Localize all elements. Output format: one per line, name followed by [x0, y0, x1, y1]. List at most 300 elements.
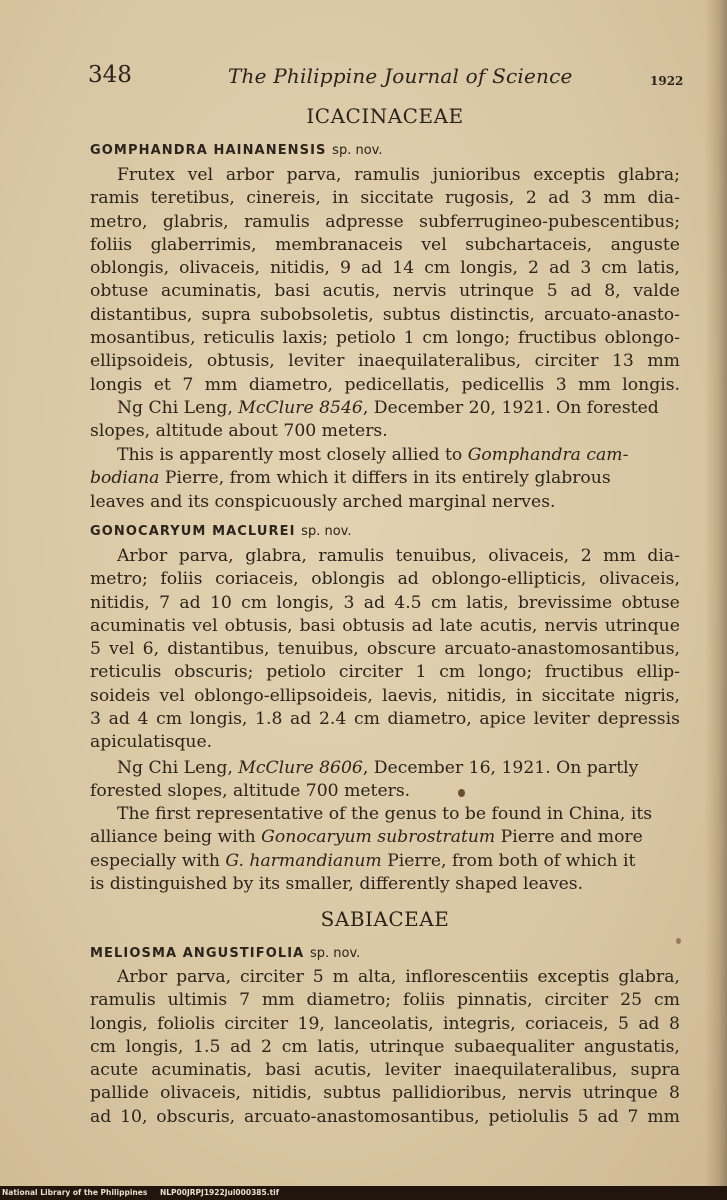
word: tenuibus,: [395, 546, 477, 566]
word: subtus: [382, 304, 441, 325]
word: in: [515, 685, 533, 706]
word: basi: [299, 615, 336, 636]
word: cm: [430, 592, 457, 613]
word: mm: [204, 374, 238, 395]
word: parva,: [286, 165, 342, 185]
word: obtusis: [342, 615, 405, 636]
word: latis,: [317, 1036, 360, 1057]
text-line: [90, 661, 680, 684]
word: arbor: [225, 165, 274, 185]
word: diametro,: [248, 374, 334, 395]
word: olivaceis,: [488, 546, 570, 566]
word: laevis,: [382, 685, 438, 706]
word: reticulis: [90, 662, 162, 683]
word: ramulis: [244, 211, 310, 232]
text-line: [90, 304, 680, 327]
word: basi: [265, 1060, 301, 1081]
word: fructibus: [518, 328, 597, 349]
species-name: MELIOSMA ANGUSTIFOLIA: [90, 946, 305, 961]
species-suffix: sp. nov.: [301, 524, 352, 539]
word: 8: [668, 1083, 680, 1104]
text-line: [90, 280, 680, 303]
text-line: is distinguished by its smaller, differently shaped leaves.: [90, 873, 584, 894]
word: petiolo: [335, 328, 396, 349]
footer-file: NLP00JRPJ1922Jul000385.tif: [160, 1188, 279, 1197]
word: cm: [241, 592, 268, 613]
word: depressis: [597, 709, 680, 730]
word: 2: [580, 546, 592, 566]
word: 3: [90, 709, 101, 730]
species-name: GONOCARYUM MACLUREI: [90, 524, 296, 539]
word: petiolulis: [488, 1106, 569, 1127]
word: cm: [422, 328, 449, 349]
word: ad: [548, 188, 570, 209]
word: ad: [638, 1013, 660, 1034]
word: nervis: [392, 281, 447, 302]
word: metro,: [90, 211, 148, 232]
word: exceptis: [533, 165, 606, 185]
word: pallide: [90, 1083, 149, 1104]
word: vel: [159, 685, 185, 706]
paragraph-meliosma-description: [90, 966, 680, 1129]
word: alta,: [357, 967, 397, 987]
text-line: leaves and its conspicuously arched marginal nerves.: [90, 491, 556, 512]
word: foliis: [90, 234, 133, 255]
word: metro;: [90, 569, 148, 590]
word: ad: [90, 1106, 112, 1127]
word: late: [439, 615, 473, 636]
word: glabra,: [245, 546, 307, 566]
word: 5: [312, 967, 324, 987]
word: circiter: [240, 967, 304, 987]
text-line: apiculatisque.: [90, 732, 213, 753]
word: cm: [653, 990, 680, 1011]
word: ad: [179, 592, 201, 613]
word: tenuibus,: [277, 639, 359, 660]
word: 10,: [120, 1106, 148, 1127]
word: mm: [578, 374, 611, 395]
word: in: [332, 188, 349, 209]
text-line: [90, 966, 680, 989]
journal-title: The Philippine Journal of Science: [228, 64, 573, 88]
word: anguste: [610, 234, 680, 255]
word: circiter: [544, 990, 609, 1011]
word: pedicellis: [461, 374, 545, 395]
word: mm: [603, 546, 636, 566]
word: ellip-: [636, 662, 680, 683]
word: 5: [577, 1106, 589, 1127]
word: cm: [353, 709, 380, 730]
word: nigris,: [624, 685, 680, 706]
word: 7: [159, 592, 171, 613]
section-heading-sabiaceae: SABIACEAE: [320, 907, 450, 931]
word: subobsoletis,: [259, 304, 374, 325]
word: longis: [90, 374, 143, 395]
taxon-name: G. harmandianum: [225, 850, 382, 871]
word: 2.4: [318, 709, 347, 730]
word: utrinque: [582, 1083, 658, 1104]
word: 1.8: [255, 709, 283, 730]
word: nitidis,: [270, 258, 330, 279]
word: integris,: [443, 1013, 516, 1034]
word: adpresse: [325, 211, 404, 232]
text-line: [90, 467, 680, 490]
word: mosantibus,: [90, 328, 196, 349]
word: subferrugineo-pubescentibus;: [419, 211, 680, 232]
word: cm: [90, 1036, 116, 1057]
text-line: [90, 257, 680, 280]
word: oblongo-ellipticis,: [431, 569, 587, 590]
word: glabra,: [618, 967, 680, 987]
text-line: [90, 638, 680, 661]
word: 3: [580, 188, 592, 209]
collector-number: McClure 8606: [238, 758, 363, 778]
word: longis,: [460, 258, 518, 279]
word: angustatis,: [583, 1036, 680, 1057]
word: obtuse: [90, 281, 149, 302]
word: Arbor: [117, 967, 168, 987]
word: ad: [363, 592, 385, 613]
word: utrinque: [604, 615, 680, 636]
text-line: [90, 685, 680, 708]
text-line: [90, 211, 680, 234]
word: ad: [411, 615, 433, 636]
journal-year: 1922: [650, 74, 684, 88]
word: olivaceis,: [160, 1083, 242, 1104]
taxon-name: bodiana: [90, 468, 160, 489]
word: coriaceis,: [215, 569, 299, 590]
word: oblongis,: [90, 258, 170, 279]
word: 2: [261, 1036, 272, 1057]
word: subchartaceis,: [465, 234, 593, 255]
word: soideis: [90, 685, 151, 706]
scan-footer: [0, 1186, 727, 1200]
text-line: [90, 374, 680, 397]
word: nitidis,: [446, 685, 507, 706]
word: vel: [192, 615, 218, 636]
ink-spot: [458, 789, 465, 797]
text-line: [90, 1106, 680, 1129]
word: circiter: [338, 662, 403, 683]
word: ad: [597, 1106, 619, 1127]
text-run: alliance being with Gonocaryum subrostratum Pierre and more: [90, 827, 643, 848]
species-heading-meliosma: [90, 946, 360, 961]
taxon-name: Gomphandra cam-: [467, 445, 629, 465]
text-line: [90, 1036, 680, 1059]
word: 8,: [604, 281, 621, 302]
word: subtus: [323, 1083, 381, 1104]
word: 1: [403, 328, 415, 349]
word: ad: [570, 281, 592, 302]
word: ramulis: [318, 546, 385, 566]
word: 14: [392, 258, 415, 279]
word: siccitate: [360, 188, 434, 209]
word: nervis: [544, 615, 598, 636]
paragraph-gonocaryum-note: [90, 803, 680, 896]
word: foliis: [402, 990, 445, 1011]
word: oblongis: [311, 569, 385, 590]
word: nitidis,: [252, 1083, 313, 1104]
word: pedicellatis,: [344, 374, 450, 395]
word: ad: [360, 258, 383, 279]
word: foliis: [160, 569, 203, 590]
word: cm: [156, 709, 183, 730]
word: 10: [209, 592, 232, 613]
word: cm: [424, 258, 451, 279]
word: inaequilateralibus,: [454, 1060, 618, 1081]
word: 1.5: [193, 1036, 221, 1057]
word: distinctis,: [449, 304, 535, 325]
word: glabris,: [162, 211, 229, 232]
word: dia-: [647, 546, 680, 566]
word: 1: [415, 662, 427, 683]
word: ad: [290, 709, 312, 730]
word: olivaceis,: [179, 258, 261, 279]
word: teretibus,: [150, 188, 235, 209]
text-line: [90, 545, 680, 568]
word: 3: [343, 592, 355, 613]
paragraph-gomphandra-description: [90, 164, 680, 397]
word: 2: [528, 258, 539, 279]
word: pallidioribus,: [392, 1083, 507, 1104]
text-run: This is apparently most closely allied to Gomphandra cam-: [117, 445, 629, 465]
text-line: [90, 989, 680, 1012]
species-heading-gomphandra: [90, 143, 382, 158]
word: leviter: [384, 1060, 441, 1081]
species-suffix: sp. nov.: [309, 946, 361, 961]
word: oblongo-ellipsoideis,: [194, 685, 373, 706]
word: utrinque: [369, 1036, 445, 1057]
word: brevissime: [517, 592, 613, 613]
text-line: [90, 757, 680, 780]
word: et: [153, 374, 171, 395]
word: distantibus,: [90, 304, 193, 325]
page-header: [0, 62, 727, 96]
word: 7: [627, 1106, 639, 1127]
word: vel: [421, 234, 447, 255]
word: obtusis,: [206, 351, 275, 372]
word: mm: [647, 351, 680, 372]
word: 5: [617, 1013, 629, 1034]
text-line: [90, 592, 680, 615]
word: longo;: [456, 328, 511, 349]
word: valde: [633, 281, 680, 302]
word: vel: [187, 165, 214, 185]
word: 4: [137, 709, 149, 730]
text-run: especially with G. harmandianum Pierre, from both of which it: [90, 850, 636, 871]
word: diametro;: [306, 990, 392, 1011]
text-line: forested slopes, altitude 700 meters.: [90, 781, 411, 802]
text-line: [90, 1059, 680, 1082]
word: acutis,: [313, 1060, 372, 1081]
word: ad: [397, 569, 419, 590]
word: mm: [603, 188, 636, 209]
text-line: [90, 826, 680, 849]
section-heading-icacinaceae: ICACINACEAE: [306, 104, 464, 128]
word: glabra;: [617, 165, 680, 185]
paragraph-gonocaryum-description: [90, 545, 680, 755]
word: cinereis,: [246, 188, 321, 209]
word: oblongo-: [604, 328, 680, 349]
word: vel: [109, 639, 135, 660]
word: coriaceis,: [525, 1013, 609, 1034]
word: 3: [580, 258, 592, 279]
paragraph-gonocaryum-specimen: [90, 757, 680, 804]
species-heading-gonocaryum: [90, 524, 351, 539]
species-suffix: sp. nov.: [332, 143, 383, 158]
word: circiter: [224, 1013, 289, 1034]
word: 4.5: [394, 592, 422, 613]
word: fructibus: [545, 662, 624, 683]
word: basi: [274, 281, 310, 302]
word: olivaceis,: [599, 569, 680, 590]
word: 3: [555, 374, 567, 395]
word: longis,: [125, 1036, 184, 1057]
word: cm: [601, 258, 628, 279]
word: arcuato-anastomosantibus,: [244, 1106, 480, 1127]
word: leviter: [288, 351, 345, 372]
text-line: [90, 444, 680, 467]
word: obscuris,: [156, 1106, 236, 1127]
word: leviter: [533, 709, 590, 730]
word: dia-: [647, 188, 680, 209]
collector-number: McClure 8546: [238, 398, 363, 418]
word: obtusis,: [224, 615, 293, 636]
word: obscure: [366, 639, 437, 660]
word: acutis,: [322, 281, 381, 302]
word: 6,: [142, 639, 160, 660]
word: ultimis: [167, 990, 228, 1011]
text-line: The first representative of the genus to be found in China, its: [117, 804, 653, 824]
word: acuminatis: [90, 615, 186, 636]
word: 8: [668, 1013, 680, 1034]
word: laxis;: [282, 328, 329, 349]
word: inaequilateralibus,: [357, 351, 522, 372]
word: cm: [439, 662, 466, 683]
word: supra: [630, 1060, 680, 1081]
word: ramulis: [90, 990, 156, 1011]
word: mm: [262, 990, 295, 1011]
word: pinnatis,: [456, 990, 533, 1011]
word: ad: [549, 258, 571, 279]
text-line: slopes, altitude about 700 meters.: [90, 421, 388, 442]
text-line: [90, 850, 680, 873]
text-line: [90, 164, 680, 187]
word: ellipsoideis,: [90, 351, 194, 372]
word: membranaceis: [275, 234, 403, 255]
word: parva,: [176, 967, 232, 987]
word: 9: [339, 258, 351, 279]
word: acuminatis,: [160, 281, 262, 302]
word: latis,: [466, 592, 509, 613]
word: longis,: [90, 1013, 148, 1034]
word: ramulis: [354, 165, 420, 185]
word: longo;: [478, 662, 533, 683]
word: m: [332, 967, 349, 987]
text-line: [90, 234, 680, 257]
word: longis,: [276, 592, 335, 613]
word: apice: [479, 709, 526, 730]
text-line: [90, 327, 680, 350]
word: acuminatis,: [151, 1060, 252, 1081]
page-number: 348: [88, 62, 132, 88]
footer-library: National Library of the Philippines: [2, 1188, 148, 1197]
word: utrinque: [459, 281, 535, 302]
word: obscuris;: [174, 662, 254, 683]
text-line: [90, 1082, 680, 1105]
word: 19,: [297, 1013, 325, 1034]
word: subaequaliter: [454, 1036, 575, 1057]
text-run: Ng Chi Leng, McClure 8606, December 16, 1921. On partly: [117, 758, 639, 778]
word: Arbor: [117, 546, 168, 566]
word: supra: [201, 304, 251, 325]
text-line: [90, 350, 680, 373]
word: latis,: [637, 258, 680, 279]
word: nervis: [518, 1083, 572, 1104]
word: nitidis,: [90, 592, 150, 613]
word: obtuse: [621, 592, 680, 613]
word: ad: [230, 1036, 252, 1057]
word: siccitate: [541, 685, 616, 706]
text-run: Ng Chi Leng, McClure 8546, December 20, 1921. On forested: [117, 398, 659, 418]
word: exceptis: [537, 967, 610, 987]
species-name: GOMPHANDRA HAINANENSIS: [90, 143, 327, 158]
word: 5: [546, 281, 558, 302]
word: Frutex: [117, 165, 175, 185]
taxon-name: Gonocaryum subrostratum: [261, 827, 496, 848]
word: circiter: [534, 351, 599, 372]
text-line: [90, 187, 680, 210]
word: acutis,: [479, 615, 538, 636]
word: longis,: [189, 709, 248, 730]
text-run: bodiana Pierre, from which it differs in its entirely glabrous: [90, 468, 611, 489]
paragraph-gomphandra-note: [90, 444, 680, 514]
word: mm: [647, 1106, 680, 1127]
word: rugosis,: [445, 188, 515, 209]
text-line: [90, 708, 680, 731]
word: acute: [90, 1060, 139, 1081]
word: 2: [525, 188, 537, 209]
word: arcuato-anasto-: [544, 304, 680, 325]
word: petiolo: [266, 662, 327, 683]
word: 5: [90, 639, 101, 660]
paragraph-gomphandra-specimen: [90, 397, 680, 444]
word: glaberrimis,: [150, 234, 257, 255]
word: distantibus,: [167, 639, 270, 660]
word: 7: [239, 990, 251, 1011]
word: diametro,: [387, 709, 472, 730]
word: 13: [611, 351, 634, 372]
page-edge-shadow: [705, 0, 727, 1200]
ink-spot: [676, 938, 681, 944]
word: ad: [108, 709, 130, 730]
word: arcuato-anastomosantibus,: [444, 639, 680, 660]
word: junioribus: [432, 165, 521, 185]
text-line: [90, 397, 680, 420]
text-line: [90, 568, 680, 591]
word: cm: [281, 1036, 308, 1057]
word: lanceolatis,: [334, 1013, 434, 1034]
word: ramis: [90, 188, 140, 209]
word: inflorescentiis: [405, 967, 529, 987]
word: parva,: [178, 546, 234, 566]
word: reticulis: [203, 328, 275, 349]
text-line: [90, 615, 680, 638]
word: 25: [620, 990, 643, 1011]
word: longis.: [622, 374, 680, 395]
text-line: [90, 1013, 680, 1036]
word: 7: [182, 374, 194, 395]
